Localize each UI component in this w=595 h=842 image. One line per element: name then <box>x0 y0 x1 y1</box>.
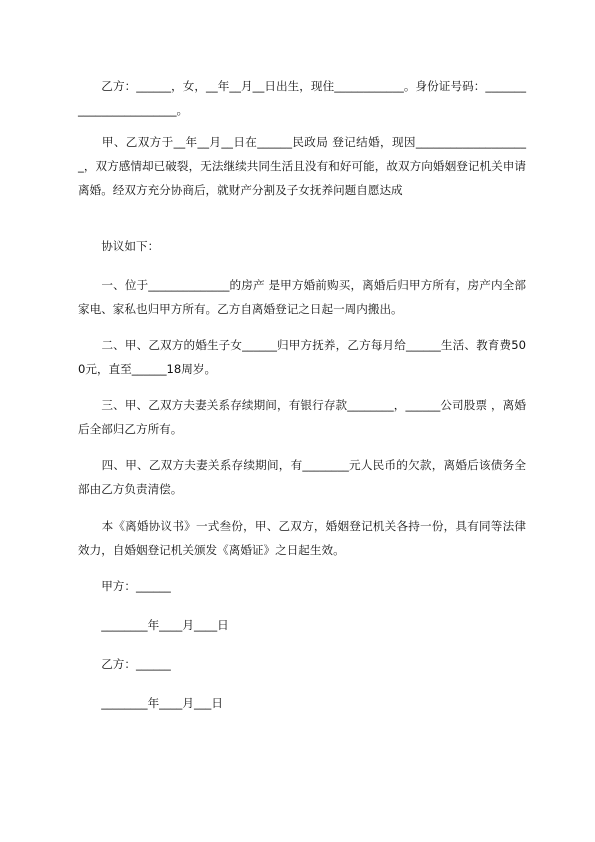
paragraph-marriage-registration: 甲、乙双方于__年__月__日在______民政局 登记结婚，现因____________________，双方感情却已破裂，无法继续共同生活且没有和好可能，故双方向婚姻登记机关申请离婚。经双方充分协商后，就财产分割及子女抚养问题自愿达成 <box>78 135 526 197</box>
date-party-b: ________年____月___日 <box>78 696 223 710</box>
signature-party-b: 乙方：______ <box>78 657 171 671</box>
paragraph-party-b-info: 乙方：______，女，__年__月__日出生，现住____________。身份证号码：________________________。 <box>78 79 526 117</box>
date-party-a: ________年____月____日 <box>78 618 229 632</box>
paragraph-clause-1-property: 一、位于______________的房产 是甲方婚前购买，离婚后归甲方所有，房产内全部家电、家私也归甲方所有。乙方自离婚登记之日起一周内搬出。 <box>78 278 526 316</box>
signature-party-a: 甲方：______ <box>78 579 171 593</box>
paragraph-clause-4-debt: 四、甲、乙双方夫妻关系存续期间，有________元人民币的欠款，离婚后该债务全部由乙方负责清偿。 <box>78 458 526 496</box>
paragraph-clause-2-child-custody: 二、甲、乙双方的婚生子女______归甲方抚养，乙方每月给______生活、教育费500元，直至______18周岁。 <box>78 338 526 376</box>
paragraph-agreement-heading: 协议如下： <box>78 239 160 253</box>
paragraph-clause-3-savings: 三、甲、乙双方夫妻关系存续期间，有银行存款________，______公司股票 ，离婚后全部归乙方所有。 <box>78 398 526 436</box>
paragraph-effectiveness: 本《离婚协议书》一式叁份，甲、乙双方，婚姻登记机关各持一份，具有同等法律效力，自婚姻登记机关颁发《离婚证》之日起生效。 <box>78 519 526 557</box>
